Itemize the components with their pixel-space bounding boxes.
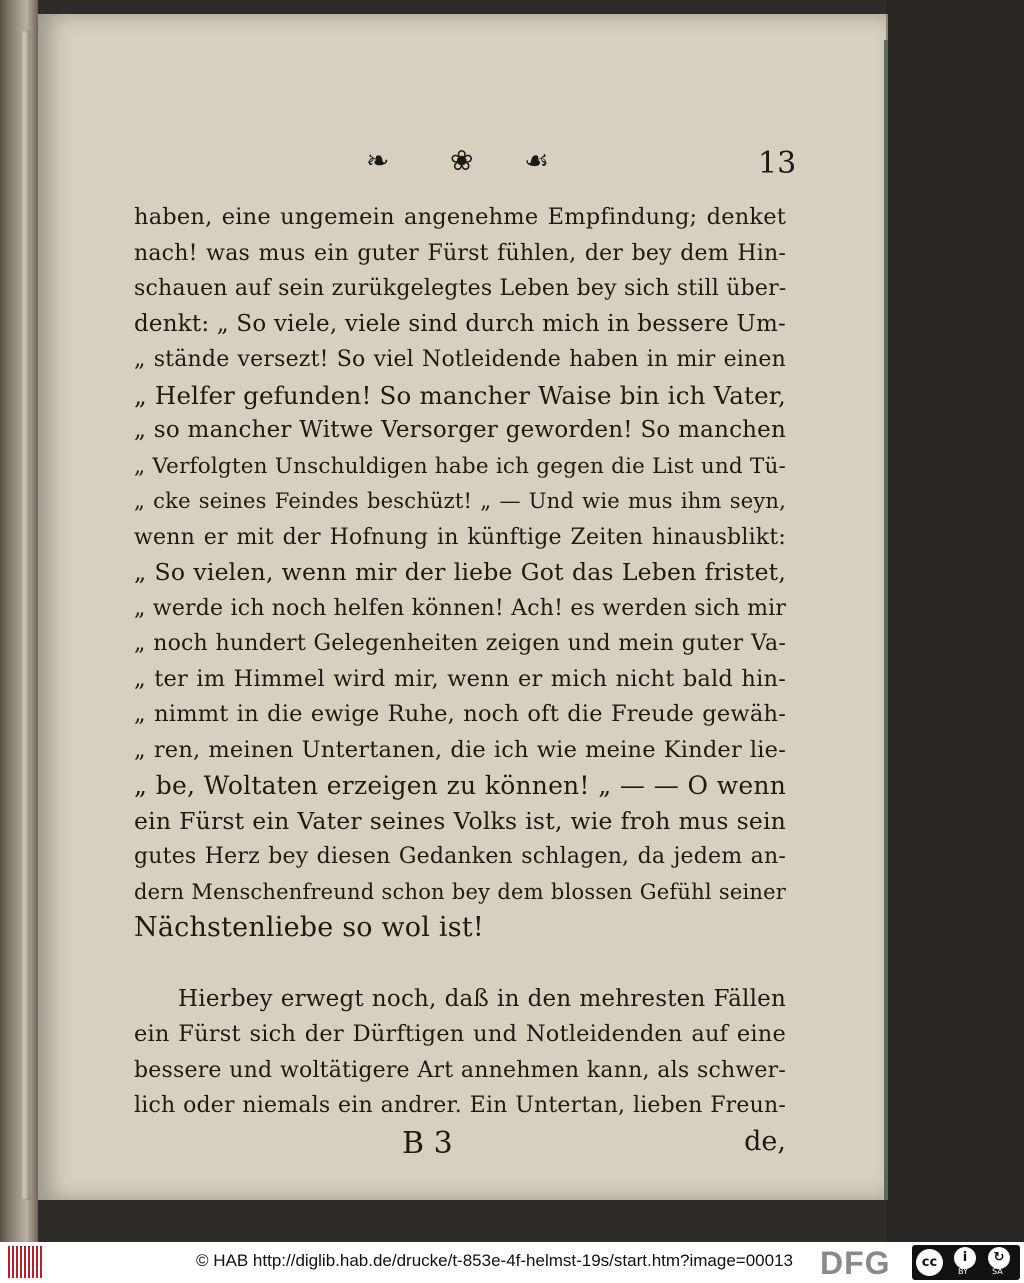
text-line: „ be, Woltaten erzeigen zu können! „ — — O wenn [134, 771, 786, 800]
ornament-left-icon: ❧ [366, 144, 390, 177]
text-line: „ So vielen, wenn mir der liebe Got das Leben fristet, [134, 558, 786, 586]
text-line: ein Fürst sich der Dürftigen und Notleidenden auf eine [134, 1021, 786, 1047]
text-line: ein Fürst ein Vater seines Volks ist, wie froh mus sein [134, 806, 786, 835]
paragraph-gap [134, 946, 786, 982]
text-line: lich oder niemals ein andrer. Ein Untertan, lieben Freun- [134, 1093, 786, 1118]
text-line: nach! was mus ein guter Fürst fühlen, der bey dem Hin- [134, 240, 786, 266]
text-line: „ noch hundert Gelegenheiten zeigen und mein guter Va- [134, 631, 786, 656]
text-line: „ nimmt in die ewige Ruhe, noch oft die Freude gewäh- [134, 701, 786, 727]
text-line: schauen auf sein zurükgelegtes Leben bey sich still über- [134, 276, 787, 301]
text-line: „ Verfolgten Unschuldigen habe ich gegen die List und Tü- [134, 453, 786, 479]
text-line: Hierbey erwegt noch, daß in den mehresten Fällen [178, 985, 786, 1012]
text-line: „ stände versezt! So viel Notleidende haben in mir einen [134, 347, 786, 372]
text-line: gutes Herz bey diesen Gedanken schlagen, da jedem an- [134, 844, 786, 869]
hab-barcode-icon [8, 1246, 42, 1278]
sa-icon: ↻ [988, 1247, 1010, 1269]
dfg-logo: DFG [820, 1245, 891, 1281]
sa-label: SA [992, 1267, 1003, 1276]
by-icon: i [954, 1247, 976, 1269]
text-line: bessere und woltätigere Art annehmen kann, als schwer- [134, 1057, 786, 1083]
text-line: „ werde ich noch helfen können! Ach! es werden sich mir [134, 595, 787, 621]
previous-page-fold [22, 30, 30, 1200]
text-line: Nächstenliebe so wol ist! [134, 912, 484, 943]
ornament-center-icon: ❀ [450, 144, 474, 177]
text-line: denkt: „ So viele, viele sind durch mich in bessere Um- [134, 310, 786, 337]
copyright-link[interactable]: © HAB http://diglib.hab.de/drucke/t-853e-4f-helmst-19s/start.htm?image=00013 [196, 1251, 793, 1270]
body-text [134, 200, 786, 1124]
text-line: „ so mancher Witwe Versorger geworden! So manchen [134, 417, 786, 443]
page-header [38, 144, 886, 184]
page-footer [134, 1126, 786, 1166]
text-line: wenn er mit der Hofnung in künftige Zeiten hinausblikt: [134, 524, 786, 550]
text-line: „ Helfer gefunden! So mancher Waise bin ich Vater, [134, 380, 786, 410]
cc-license-badge[interactable] [912, 1245, 1020, 1280]
text-line: dern Menschenfreund schon bey dem blossen Gefühl seiner [134, 879, 786, 904]
attribution-bar [0, 1242, 1024, 1283]
signature-mark: B 3 [402, 1126, 453, 1161]
cc-icon: cc [916, 1249, 943, 1276]
text-line: haben, eine ungemein angenehme Empfindung; denket [134, 204, 786, 230]
book-page [38, 14, 886, 1200]
text-line: „ cke seines Feindes beschüzt! „ — Und wie mus ihm seyn, [134, 489, 786, 513]
scan-background [886, 0, 1024, 1242]
page-right-edge [884, 40, 888, 1200]
page-number: 13 [758, 146, 797, 181]
previous-page-edge [0, 0, 38, 1242]
text-line: „ ter im Himmel wird mir, wenn er mich nicht bald hin- [134, 665, 786, 692]
ornament-right-icon: ☙ [524, 144, 550, 177]
text-line: „ ren, meinen Untertanen, die ich wie meine Kinder lie- [134, 736, 786, 763]
by-label: BY [958, 1267, 968, 1276]
catchword: de, [744, 1126, 786, 1157]
